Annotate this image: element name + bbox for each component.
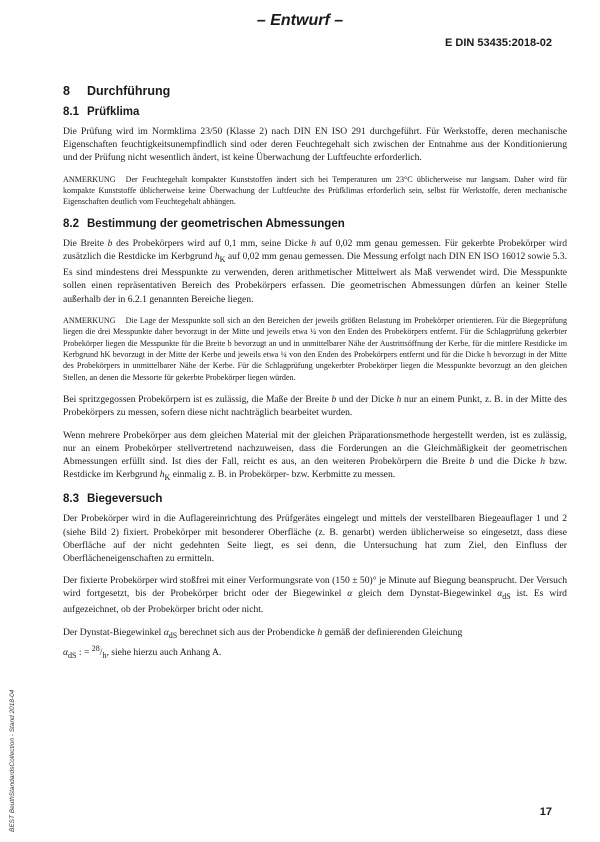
equation-numerator: 28 [91, 643, 100, 653]
symbol-b: b [469, 456, 475, 467]
section-title: Prüfklima [87, 106, 140, 118]
text: Die Breite [63, 237, 108, 249]
paragraph [63, 393, 567, 419]
collection-watermark: BEST BeuthStandardsCollection - Stand 2018-04 [9, 689, 16, 832]
text: gleich dem Dynstat-Biegewinkel [352, 588, 498, 600]
symbol-b: b [107, 237, 113, 249]
paragraph: Der Dynstat-Biegewinkel $\alpha_{dS}$ berechnet sich aus der Probendicke h gemäß der definierenden Gleichung $\alpha_{dS}$ : = $^{28}/_h$, siehe hierzu auch Anhang A. [63, 626, 463, 660]
text: und der Dicke [336, 394, 397, 406]
text: bzw. Restdicke im Kerbgrund [63, 456, 567, 481]
symbol-h: h [540, 456, 546, 467]
text: Wenn mehrere Probekörper aus dem gleichen Material mit der gleichen Präparationsmethode hergestellt werden, ist es zulässig, nur an einem Probekörper stellvertretend nachzuweisen, dass die Forderungen an die Gleichmäßigkeit der geometrischen Abmessungen erfüllt sind. Ist dies der Fall, reicht es aus, an den weiteren Probekörpern die Breite [63, 429, 567, 467]
symbol-b: b [331, 394, 337, 406]
subscript-k: K [164, 473, 171, 483]
text: Der Dynstat-Biegewinkel [63, 626, 164, 638]
section-8-1-heading [63, 106, 567, 118]
subscript-ds: dS [168, 630, 178, 640]
draft-label: – Entwurf – [256, 12, 344, 29]
text: einmalig z. B. in Probekörper- bzw. Kerbmitte zu messen. [170, 469, 396, 481]
note-text: Die Lage der Messpunkte soll sich an den Bereichen der jeweils größten Belastung im Probekörper orientieren. Für die Biegeprüfung liegen die drei Messpunkte daher bevorzugt in der Mitte und jeweils etwa ¼ von den Enden des Probekörpers entfernt. Für die Schlagprüfung gekerbter Probekörper liegen die Messpunkte für die Breite b bevorzugt an und in unmittelbarer Nähe der Austrittsöffnung der Kerbe, für die mittlere Restdicke im Kerbgrund hK bevorzugt in der Mitte der Kerbe und jeweils etwa ¼ von den Enden des Probekörpers entfernt und für die Dicke h bevorzugt in der Mitte des Probekörpers in unmittelbarer Nähe der Kerbe. Für die Schlagprüfung ungekerbter Probekörper liegen die Messpunkte bevorzugt an den gleichen Stellen, an denen die Messorte für gekerbte Probekörper liegen würden. [63, 315, 567, 382]
symbol-alpha-ds: α [497, 588, 503, 600]
equation-alpha-ds: α [63, 646, 69, 658]
symbol-h: h [311, 237, 317, 249]
section-number: 8.2 [63, 217, 79, 230]
text: berechnet sich aus der Probendicke [177, 626, 318, 638]
section-number: 8.1 [63, 106, 79, 118]
subscript-ds: dS [502, 592, 511, 602]
symbol-hk: h [159, 469, 165, 481]
note-label: ANMERKUNG [63, 315, 116, 325]
symbol-alpha-ds: α [163, 626, 169, 638]
text: Bei spritzgegossen Probekörpern ist es zulässig, die Maße der Breite [63, 394, 332, 406]
note-text: Der Feuchtegehalt kompakter Kunststoffen ändert sich bei Temperaturen um 23°C üblicherweise nur langsam. Daher wird für kompakte Kunststoffe üblicherweise keine Überwachung der Luftfeuchte des Prüfklimas erforderlich sein, selbst für Werkstoffe, deren mechanische Eigenschaften deutlich vom Feuchtegehalt abhängen. [63, 174, 567, 207]
section-title: Bestimmung der geometrischen Abmessungen [87, 217, 345, 230]
text: auf 0,02 mm genau gemessen. Die Messung erfolgt nach DIN EN ISO 16012 sowie 5.3. Es sind mindestens drei Messpunkte zu verwenden, deren arithmetischer Mittelwert als Maß verwendet wird. Die Messpunkte sollen einen repräsentativen Bereich des Probekörpers erfassen. Die geometrischen Abmessungen dürfen an keiner Stelle außerhalb der in 6.2.1 genannten Bereiche liegen. [63, 251, 568, 305]
equation-operator: : = [76, 646, 92, 658]
section-8-3-heading [63, 493, 567, 505]
text: Der fixierte Probekörper wird stoßfrei mit einer Verformungsrate von (150 ± 50)° je Minute auf Biegung beansprucht. Der Versuch wird fortgesetzt, bis der Probekörper bricht oder der Biegewinkel [63, 575, 567, 600]
section-title: Durchführung [87, 84, 171, 98]
section-8-2-heading [63, 218, 567, 230]
subscript-k: K [219, 254, 226, 264]
symbol-hk: h [214, 251, 220, 263]
subscript-ds: dS [68, 650, 77, 660]
text: und die Dicke [474, 456, 541, 467]
page-content [63, 84, 567, 671]
symbol-alpha: α [347, 588, 353, 600]
section-number: 8 [63, 84, 70, 98]
page-number: 17 [539, 806, 552, 818]
paragraph [63, 429, 567, 485]
paragraph [63, 574, 567, 617]
section-number: 8.3 [63, 493, 79, 506]
note-label: ANMERKUNG [63, 174, 116, 184]
text: ist. Es wird aufgezeichnet, ob der Probekörper bricht oder nicht. [63, 588, 567, 616]
text: gemäß der definierenden Gleichung [322, 626, 463, 638]
symbol-h: h [317, 626, 323, 638]
text: , siehe hierzu auch Anhang A. [106, 646, 222, 658]
paragraph [63, 237, 567, 306]
symbol-h: h [396, 394, 402, 406]
paragraph: Der Probekörper wird in die Auflagereinrichtung des Prüfgerätes eingelegt und mittels der verstellbaren Biegeauflager 1 und 2 (siehe Bild 2) fixiert. Probekörper mit besonderer Oberfläche (z. B. genarbt) werden üblicherweise so eingesetzt, dass diese Oberfläche auf der nicht gedehnten Seite liegt, es sei denn, die Untersuchung hat zum Ziel, den Einfluss der Oberflächeneigenschaften zu ermitteln. [63, 513, 567, 564]
text: nur an einem Punkt, z. B. in der Mitte des Probekörpers zu messen, sofern diese nicht nachträglich bearbeitet wurden. [63, 394, 567, 419]
text: auf 0,02 mm genau gemessen. Für gekerbte Probekörper wird zusätzlich die Restdicke im Kerbgrund [63, 237, 567, 263]
section-title: Biegeversuch [87, 493, 163, 506]
paragraph: Die Prüfung wird im Normklima 23/50 (Klasse 2) nach DIN EN ISO 291 durchgeführt. Für Werkstoffe, deren mechanische Eigenschaften feuchtigkeitsunempfindlich sind oder deren Feuchtegehalt sich zwischen der Entnahme aus der Konditionierung und der Prüfung nicht wesentlich ändert, ist keine Überwachung der Luftfeuchte erforderlich. [63, 126, 567, 164]
section-8-heading [63, 84, 567, 98]
note [63, 174, 567, 208]
equation-denominator: h [102, 650, 107, 660]
note [63, 315, 567, 383]
document-id: E DIN 53435:2018-02 [444, 37, 552, 49]
text: des Probekörpers wird auf 0,1 mm, seine Dicke [112, 237, 312, 249]
